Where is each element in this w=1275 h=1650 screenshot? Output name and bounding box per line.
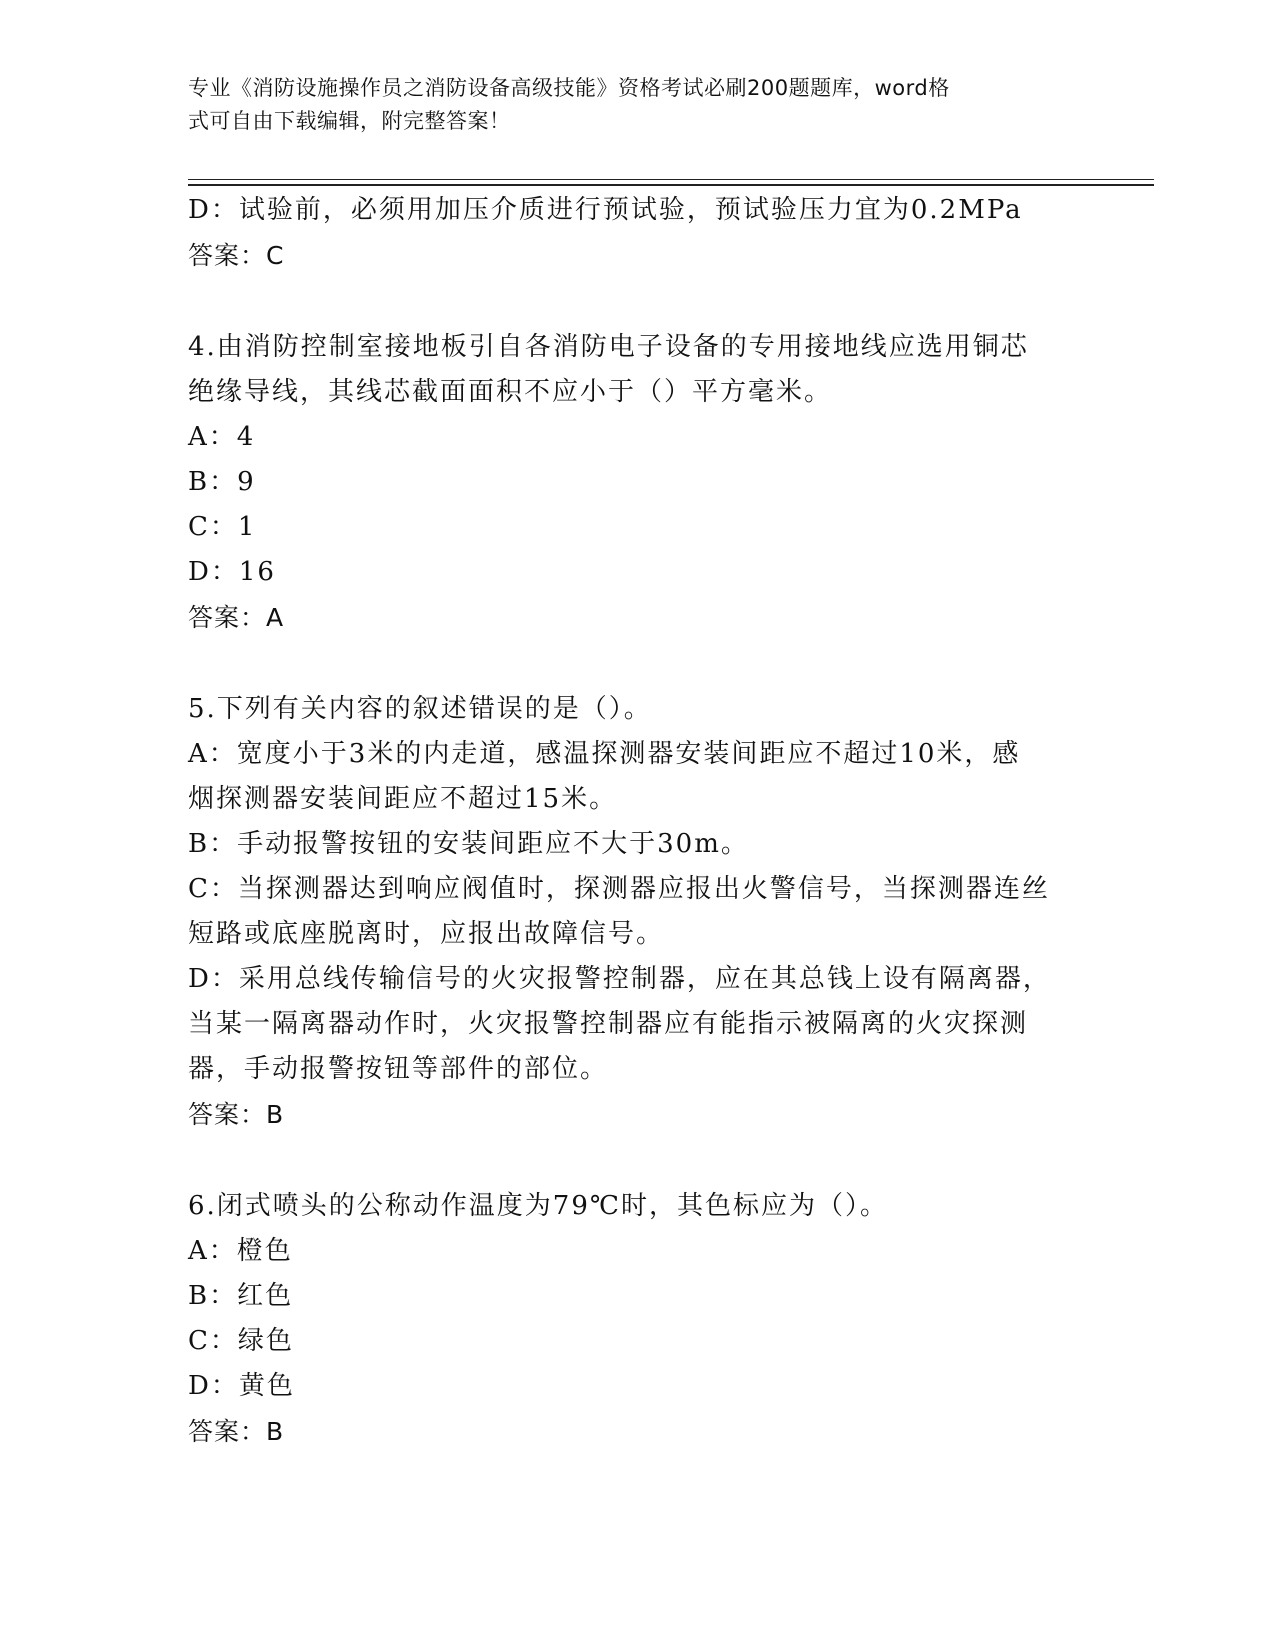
question-5 <box>188 687 1088 1137</box>
question-6 <box>188 1184 1088 1454</box>
question-4-stem-line-1: 4.由消防控制室接地板引自各消防电子设备的专用接地线应选用铜芯 <box>188 332 1029 362</box>
question-4-option-c: C：1 <box>188 512 257 542</box>
question-5-option-a-line-2: 烟探测器安装间距应不超过15米。 <box>188 784 618 814</box>
question-5-answer: 答案：B <box>188 1100 285 1129</box>
prev-answer: 答案：C <box>188 241 285 270</box>
question-4-option-b: B：9 <box>188 467 256 497</box>
question-6-option-d: D：黄色 <box>188 1371 295 1401</box>
document-body <box>188 188 1088 1454</box>
question-4 <box>188 325 1088 640</box>
question-6-answer: 答案：B <box>188 1417 285 1446</box>
question-5-option-c-line-2: 短路或底座脱离时，应报出故障信号。 <box>188 919 665 949</box>
question-5-option-d-line-3: 器，手动报警按钮等部件的部位。 <box>188 1054 609 1084</box>
question-5-option-d-line-2: 当某一隔离器动作时，火灾报警控制器应有能指示被隔离的火灾探测 <box>188 1009 1029 1039</box>
question-4-option-a: A：4 <box>188 422 256 452</box>
prev-option-d: D：试验前，必须用加压介质进行预试验，预试验压力宜为0.2MPa <box>188 195 1023 225</box>
question-4-option-d: D：16 <box>188 557 276 587</box>
header-line-1: 专业《消防设施操作员之消防设备高级技能》资格考试必刷200题题库，word格 <box>188 76 950 100</box>
question-6-option-b: B：红色 <box>188 1281 294 1311</box>
question-5-option-c-line-1: C：当探测器达到响应阀值时，探测器应报出火警信号，当探测器连丝 <box>188 874 1050 904</box>
question-6-stem: 6.闭式喷头的公称动作温度为79℃时，其色标应为（）。 <box>188 1191 888 1221</box>
header-divider-thin <box>188 179 1154 180</box>
question-5-option-b: B：手动报警按钮的安装间距应不大于30m。 <box>188 829 749 859</box>
question-4-stem-line-2: 绝缘导线，其线芯截面面积不应小于（）平方毫米。 <box>188 377 833 407</box>
header-line-2: 式可自由下载编辑，附完整答案！ <box>188 109 511 133</box>
document-header <box>188 72 1088 138</box>
spacer <box>188 278 1088 325</box>
question-5-option-d-line-1: D：采用总线传输信号的火灾报警控制器，应在其总钱上设有隔离器， <box>188 964 1051 994</box>
spacer <box>188 1137 1088 1184</box>
spacer <box>188 640 1088 687</box>
question-4-answer: 答案：A <box>188 603 285 632</box>
question-6-option-c: C：绿色 <box>188 1326 294 1356</box>
header-divider-thick <box>188 184 1154 186</box>
question-5-option-a-line-1: A：宽度小于3米的内走道，感温探测器安装间距应不超过10米，感 <box>188 739 1021 769</box>
question-5-stem: 5.下列有关内容的叙述错误的是（）。 <box>188 694 652 724</box>
question-6-option-a: A：橙色 <box>188 1236 293 1266</box>
